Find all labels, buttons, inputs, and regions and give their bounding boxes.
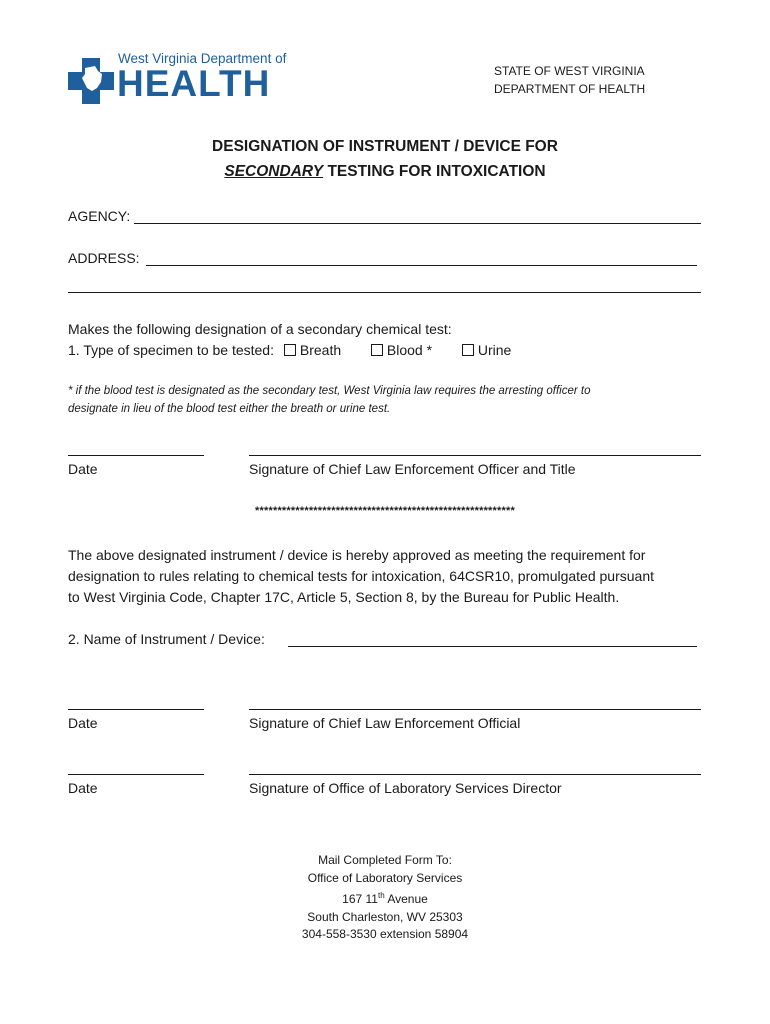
instrument-name-field[interactable] — [288, 646, 697, 647]
agency-field[interactable] — [134, 223, 701, 224]
wv-health-logo — [68, 50, 287, 106]
date-label-3: Date — [68, 780, 98, 796]
mailing-address — [0, 852, 770, 944]
note-line1: * if the blood test is designated as the secondary test, West Virginia law requires the arresting officer to — [68, 385, 591, 397]
signature-field-2[interactable] — [249, 709, 701, 710]
date-label-2: Date — [68, 715, 98, 731]
address-field-line2[interactable] — [68, 292, 701, 293]
department-line: DEPARTMENT OF HEALTH — [494, 82, 646, 96]
state-line: STATE OF WEST VIRGINIA — [494, 64, 645, 78]
signature-field-1[interactable] — [249, 455, 701, 456]
form-title-line2 — [0, 163, 770, 181]
blood-option-label: Blood * — [386, 342, 433, 358]
designation-intro: Makes the following designation of a secondary chemical test: — [68, 321, 452, 337]
ordinal-suffix: th — [377, 891, 385, 900]
mail-line4: South Charleston, WV 25303 — [307, 909, 463, 924]
specimen-row — [68, 342, 511, 358]
mail-line3 — [0, 887, 770, 909]
street-number: 167 11 — [342, 892, 378, 906]
note-line2: designate in lieu of the blood test either the breath or urine test. — [68, 403, 391, 415]
date-field-2[interactable] — [68, 709, 204, 710]
approval-line3: to West Virginia Code, Chapter 17C, Article 5, Section 8, by the Bureau for Public Health. — [68, 589, 620, 605]
address-label: ADDRESS: — [68, 250, 140, 266]
signature-label-1: Signature of Chief Law Enforcement Officer and Title — [249, 461, 576, 477]
mail-line5: 304-558-3530 extension 58904 — [301, 927, 469, 941]
blood-checkbox[interactable] — [371, 344, 383, 356]
approval-paragraph — [68, 545, 708, 608]
signature-field-3[interactable] — [249, 774, 701, 775]
breath-option-label: Breath — [299, 342, 342, 358]
mail-line1: Mail Completed Form To: — [318, 853, 452, 867]
urine-checkbox[interactable] — [462, 344, 474, 356]
form-title-line1: DESIGNATION OF INSTRUMENT / DEVICE FOR — [212, 138, 558, 155]
state-header — [494, 62, 645, 98]
signature-label-2: Signature of Chief Law Enforcement Official — [249, 715, 521, 731]
mail-line2: Office of Laboratory Services — [307, 870, 463, 885]
blood-test-note — [68, 382, 668, 418]
signature-label-3: Signature of Office of Laboratory Services Director — [249, 780, 562, 796]
health-cross-icon — [68, 58, 114, 104]
street-name: Avenue — [384, 892, 428, 906]
title-rest: TESTING FOR INTOXICATION — [323, 163, 546, 180]
secondary-emphasis: SECONDARY — [224, 163, 324, 180]
address-field-line1[interactable] — [146, 265, 697, 266]
date-field-3[interactable] — [68, 774, 204, 775]
approval-line1: The above designated instrument / device is hereby approved as meeting the requirement for — [68, 547, 646, 563]
approval-line2: designation to rules relating to chemical tests for intoxication, 64CSR10, promulgated pursuant — [68, 568, 654, 584]
logo-health-text: HEALTH — [117, 63, 271, 104]
logo-department-text: West Virginia Department of — [118, 51, 287, 66]
urine-option-label: Urine — [477, 342, 512, 358]
date-field-1[interactable] — [68, 455, 204, 456]
specimen-label: 1. Type of specimen to be tested: — [68, 342, 274, 358]
section-separator: ********************************************************** — [255, 505, 515, 517]
instrument-label: 2. Name of Instrument / Device: — [68, 631, 265, 647]
date-label-1: Date — [68, 461, 98, 477]
breath-checkbox[interactable] — [284, 344, 296, 356]
agency-label: AGENCY: — [68, 208, 131, 224]
